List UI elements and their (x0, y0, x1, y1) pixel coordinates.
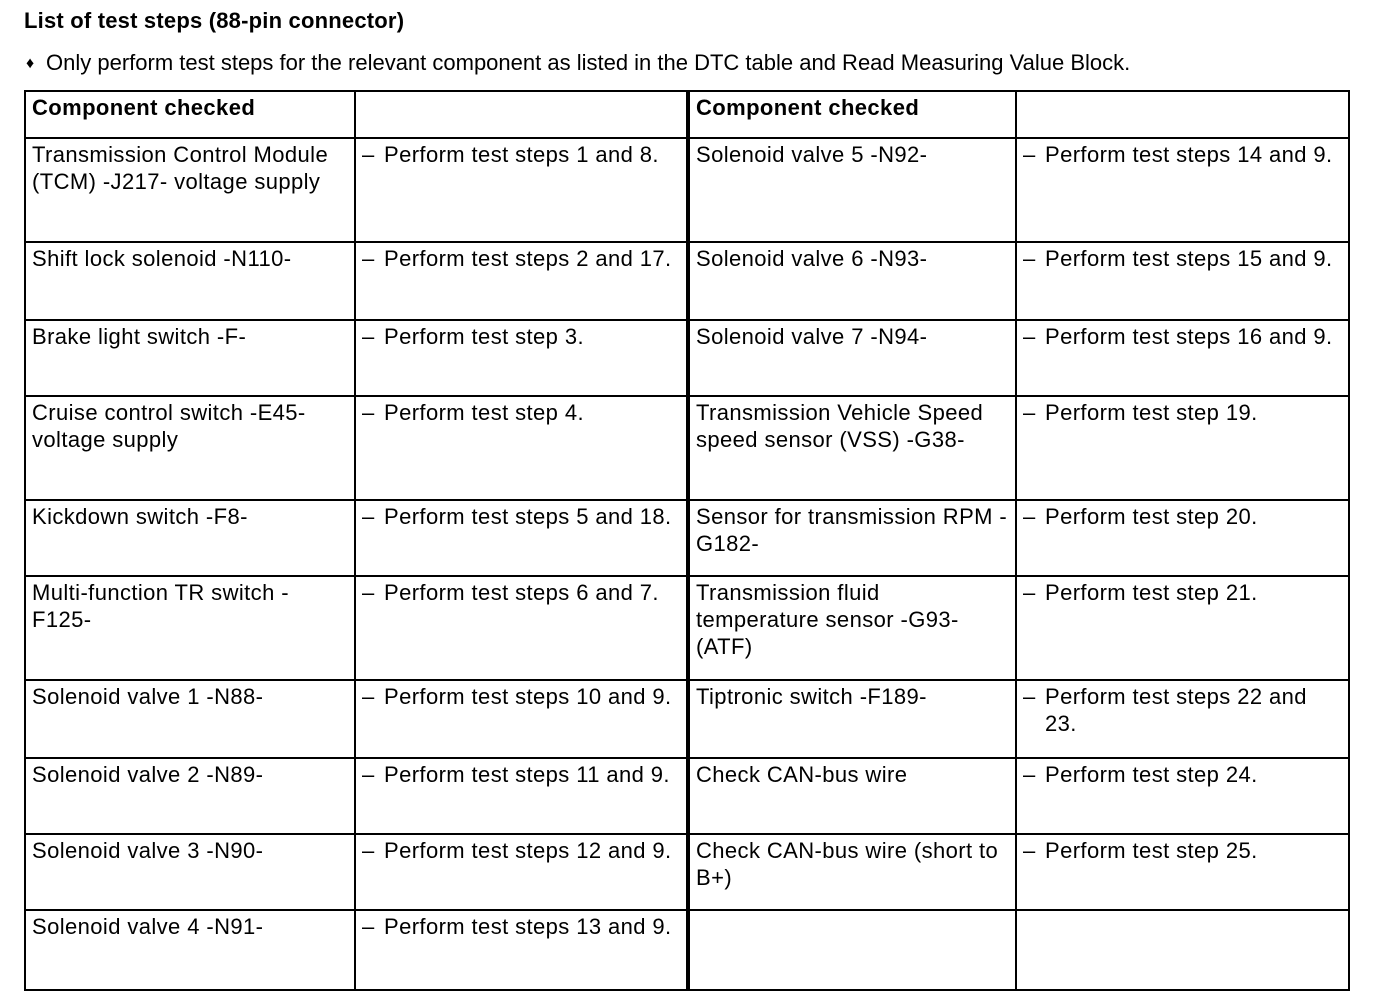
component-cell-right (688, 910, 1016, 990)
component-cell-left: Transmission Control Module (TCM) -J217- voltage supply (25, 138, 355, 242)
step-cell-right (1016, 320, 1349, 396)
table-row (25, 500, 1349, 576)
dash-marker: – (362, 838, 375, 863)
step-cell-left (355, 834, 688, 910)
step-cell-left (355, 500, 688, 576)
component-cell-right: Sensor for transmission RPM -G182- (688, 500, 1016, 576)
step-text: Perform test steps 2 and 17. (384, 246, 672, 271)
component-cell-right: Check CAN-bus wire (688, 758, 1016, 834)
step-text: Perform test step 21. (1045, 580, 1258, 605)
table-row (25, 138, 1349, 242)
dash-marker: – (1023, 838, 1036, 863)
step-cell-right (1016, 242, 1349, 320)
dash-marker: – (362, 400, 375, 425)
instruction-note-text: Only perform test steps for the relevant component as listed in the DTC table and Read Measuring Value Block. (46, 50, 1131, 75)
table-row (25, 680, 1349, 758)
step-text: Perform test step 20. (1045, 504, 1258, 529)
step-text: Perform test steps 6 and 7. (384, 580, 659, 605)
step-text: Perform test steps 11 and 9. (384, 762, 670, 787)
step-text: Perform test steps 1 and 8. (384, 142, 659, 167)
dash-marker: – (362, 684, 375, 709)
step-cell-left (355, 396, 688, 500)
component-cell-left: Solenoid valve 2 -N89- (25, 758, 355, 834)
dash-marker: – (1023, 246, 1036, 271)
component-cell-right: Transmission Vehicle Speed speed sensor (VSS) -G38- (688, 396, 1016, 500)
component-cell-left: Solenoid valve 1 -N88- (25, 680, 355, 758)
test-steps-table (24, 90, 1350, 991)
step-text: Perform test steps 13 and 9. (384, 914, 672, 939)
step-text: Perform test steps 14 and 9. (1045, 142, 1333, 167)
instruction-note (26, 50, 1130, 76)
dash-marker: – (362, 580, 375, 605)
page-title: List of test steps (88-pin connector) (24, 8, 405, 33)
dash-marker: – (362, 504, 375, 529)
dash-marker: – (1023, 142, 1036, 167)
table-body (25, 138, 1349, 990)
step-cell-right (1016, 576, 1349, 680)
step-cell-left (355, 242, 688, 320)
step-cell-left (355, 576, 688, 680)
component-cell-right: Check CAN-bus wire (short to B+) (688, 834, 1016, 910)
dash-marker: – (362, 762, 375, 787)
component-cell-left: Cruise control switch -E45- voltage supply (25, 396, 355, 500)
table-header-row (25, 91, 1349, 138)
table-row (25, 396, 1349, 500)
component-cell-left: Brake light switch -F- (25, 320, 355, 396)
table-row (25, 576, 1349, 680)
component-cell-left: Multi-function TR switch -F125- (25, 576, 355, 680)
step-text: Perform test steps 16 and 9. (1045, 324, 1333, 349)
table-row (25, 242, 1349, 320)
step-text: Perform test steps 5 and 18. (384, 504, 672, 529)
component-cell-right: Transmission fluid temperature sensor -G93- (ATF) (688, 576, 1016, 680)
step-text: Perform test steps 10 and 9. (384, 684, 672, 709)
header-action-left (355, 91, 688, 138)
table-row (25, 834, 1349, 910)
dash-marker: – (1023, 580, 1036, 605)
component-cell-left: Kickdown switch -F8- (25, 500, 355, 576)
component-cell-left: Solenoid valve 3 -N90- (25, 834, 355, 910)
step-text: Perform test step 3. (384, 324, 584, 349)
component-cell-right: Solenoid valve 7 -N94- (688, 320, 1016, 396)
step-cell-left (355, 320, 688, 396)
step-cell-right (1016, 834, 1349, 910)
dash-marker: – (362, 142, 375, 167)
step-text: Perform test step 4. (384, 400, 584, 425)
dash-marker: – (1023, 684, 1036, 709)
table-row (25, 320, 1349, 396)
component-cell-right: Solenoid valve 5 -N92- (688, 138, 1016, 242)
dash-marker: – (1023, 762, 1036, 787)
component-cell-left: Shift lock solenoid -N110- (25, 242, 355, 320)
component-cell-left: Solenoid valve 4 -N91- (25, 910, 355, 990)
step-cell-right (1016, 758, 1349, 834)
dash-marker: – (362, 246, 375, 271)
dash-marker: – (1023, 400, 1036, 425)
step-cell-right (1016, 910, 1349, 990)
step-cell-left (355, 758, 688, 834)
step-cell-left (355, 680, 688, 758)
dash-marker: – (1023, 504, 1036, 529)
step-cell-right (1016, 500, 1349, 576)
dash-marker: – (362, 914, 375, 939)
dash-marker: – (362, 324, 375, 349)
step-cell-left (355, 138, 688, 242)
step-text: Perform test steps 15 and 9. (1045, 246, 1333, 271)
step-text: Perform test steps 22 and 23. (1045, 684, 1307, 736)
header-component-left: Component checked (25, 91, 355, 138)
table-row (25, 758, 1349, 834)
dash-marker: – (1023, 324, 1036, 349)
step-text: Perform test step 19. (1045, 400, 1258, 425)
step-text: Perform test step 24. (1045, 762, 1258, 787)
step-cell-right (1016, 138, 1349, 242)
table-row (25, 910, 1349, 990)
header-action-right (1016, 91, 1349, 138)
step-text: Perform test step 25. (1045, 838, 1258, 863)
step-cell-right (1016, 680, 1349, 758)
component-cell-right: Tiptronic switch -F189- (688, 680, 1016, 758)
step-text: Perform test steps 12 and 9. (384, 838, 672, 863)
step-cell-left (355, 910, 688, 990)
component-cell-right: Solenoid valve 6 -N93- (688, 242, 1016, 320)
header-component-right: Component checked (688, 91, 1016, 138)
diamond-bullet-icon: ♦ (26, 55, 35, 72)
step-cell-right (1016, 396, 1349, 500)
